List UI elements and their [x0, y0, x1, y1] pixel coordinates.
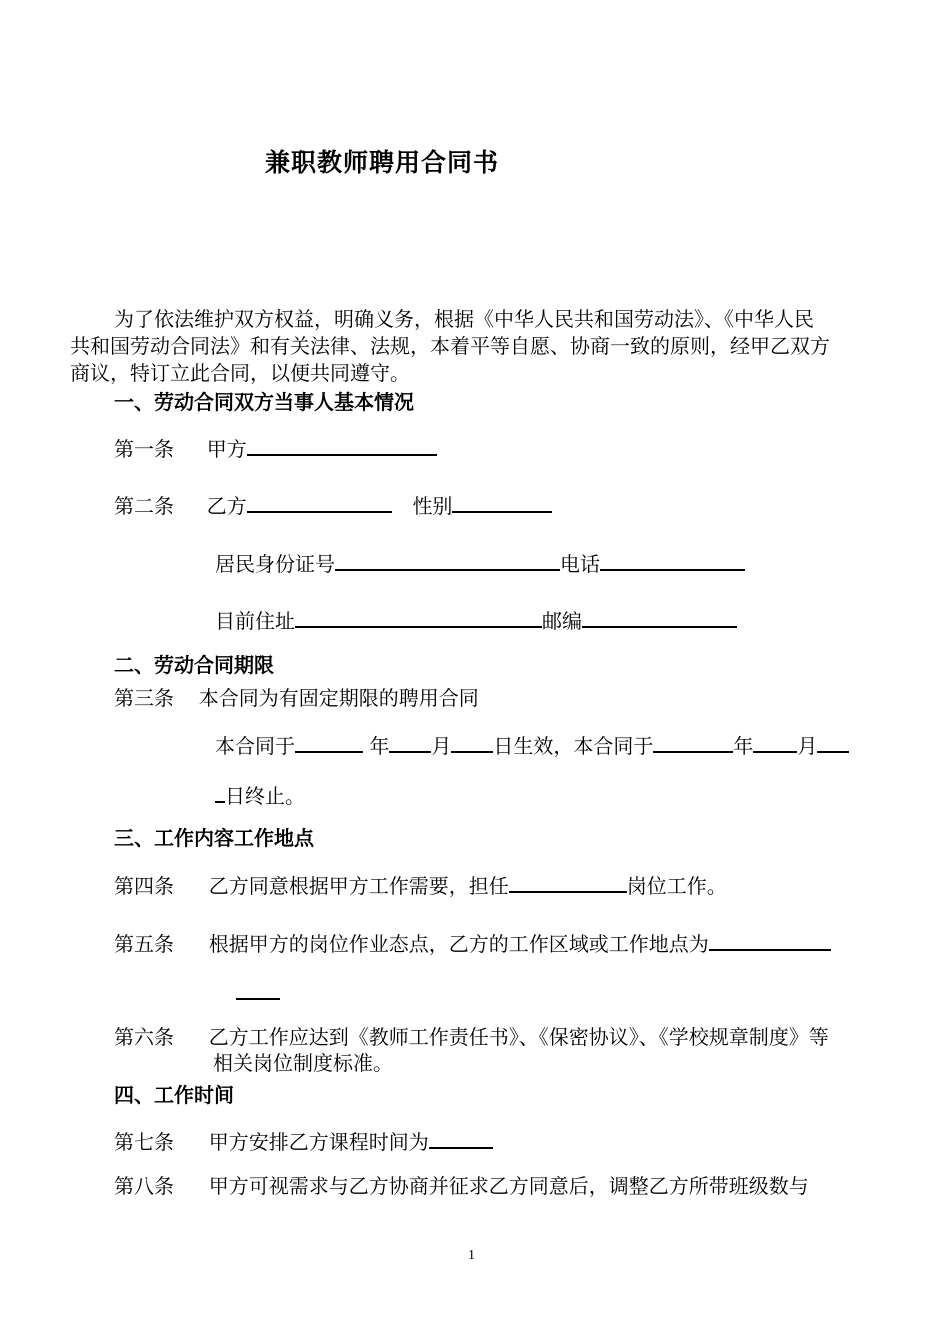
section-heading: 一、劳动合同双方当事人基本情况: [114, 390, 414, 414]
postcode-label: 邮编: [542, 609, 582, 633]
term-end-label: 日终止。: [225, 784, 305, 808]
article-text: 乙方同意根据甲方工作需要，担任: [208, 874, 509, 898]
id-number-label: 居民身份证号: [215, 552, 335, 576]
phone-blank[interactable]: [600, 549, 745, 571]
end-month-blank[interactable]: [753, 731, 797, 753]
section-heading: 二、劳动合同期限: [114, 653, 274, 677]
start-day-blank[interactable]: [451, 731, 493, 753]
article-label: 第六条: [114, 1025, 174, 1049]
article-2: [114, 491, 552, 519]
article-label: 第二条: [114, 494, 174, 518]
address-blank[interactable]: [295, 606, 542, 628]
address-row: [215, 606, 737, 634]
intro-paragraph: [70, 306, 882, 387]
year-label: 年: [369, 734, 390, 758]
month-label: 月: [431, 734, 452, 758]
party-a-blank[interactable]: [247, 434, 437, 456]
article-label: 第七条: [114, 1130, 174, 1154]
article-5: [114, 929, 831, 957]
work-location-cont: [236, 978, 280, 1006]
phone-label: 电话: [560, 552, 600, 576]
article-label: 第八条: [114, 1174, 174, 1198]
article-1: [114, 434, 437, 462]
address-label: 目前住址: [215, 609, 295, 633]
id-number-blank[interactable]: [335, 549, 560, 571]
article-label: 第三条: [114, 686, 174, 710]
work-location-blank-cont[interactable]: [236, 978, 280, 1000]
article-6-cont: 相关岗位制度标准。: [213, 1051, 393, 1075]
article-7: [114, 1127, 493, 1155]
article-8: [114, 1173, 809, 1199]
party-b-blank[interactable]: [247, 491, 392, 513]
article-text: 乙方工作应达到《教师工作责任书》、《保密协议》、《学校规章制度》等: [208, 1025, 829, 1049]
schedule-blank[interactable]: [429, 1127, 493, 1149]
end-day-blank-cont[interactable]: [215, 781, 225, 803]
article-text: 甲方安排乙方课程时间为: [208, 1130, 429, 1154]
article-text: 甲方可视需求与乙方协商并征求乙方同意后，调整乙方所带班级数与: [208, 1174, 809, 1198]
section-heading: 三、工作内容工作地点: [114, 826, 314, 850]
party-a-label: 甲方: [206, 437, 247, 461]
article-label: 第五条: [114, 932, 174, 956]
effective-label: 日生效，本合同于: [493, 734, 654, 758]
postcode-blank[interactable]: [582, 606, 737, 628]
article-3: [114, 685, 479, 711]
term-start-label: 本合同于: [215, 734, 295, 758]
term-row: [215, 731, 849, 759]
term-end-row: [215, 781, 305, 809]
intro-line: 为了依法维护双方权益，明确义务，根据《中华人民共和国劳动法》、《中华人民: [114, 307, 814, 331]
gender-blank[interactable]: [452, 491, 552, 513]
year-label: 年: [733, 734, 754, 758]
article-text: 根据甲方的岗位作业态点，乙方的工作区域或工作地点为: [208, 932, 709, 956]
section-heading: 四、工作时间: [114, 1083, 234, 1107]
gender-label: 性别: [412, 494, 453, 518]
month-label: 月: [797, 734, 818, 758]
page-number: 1: [468, 1248, 475, 1263]
article-label: 第四条: [114, 874, 174, 898]
article-tail: 岗位工作。: [626, 874, 727, 898]
work-location-blank[interactable]: [709, 929, 831, 951]
document-title: 兼职教师聘用合同书: [265, 148, 500, 177]
intro-line: 商议，特订立此合同，以便共同遵守。: [70, 361, 410, 385]
article-text: 本合同为有固定期限的聘用合同: [198, 686, 479, 710]
article-4: [114, 871, 727, 899]
party-b-label: 乙方: [206, 494, 247, 518]
intro-line: 共和国劳动合同法》和有关法律、法规，本着平等自愿、协商一致的原则，经甲乙双方: [70, 334, 830, 358]
article-label: 第一条: [114, 437, 174, 461]
end-year-blank[interactable]: [653, 731, 733, 753]
article-6: [114, 1024, 829, 1050]
end-day-blank[interactable]: [817, 731, 849, 753]
position-blank[interactable]: [509, 871, 627, 893]
start-year-blank[interactable]: [295, 731, 363, 753]
start-month-blank[interactable]: [389, 731, 431, 753]
id-phone-row: [215, 549, 745, 577]
